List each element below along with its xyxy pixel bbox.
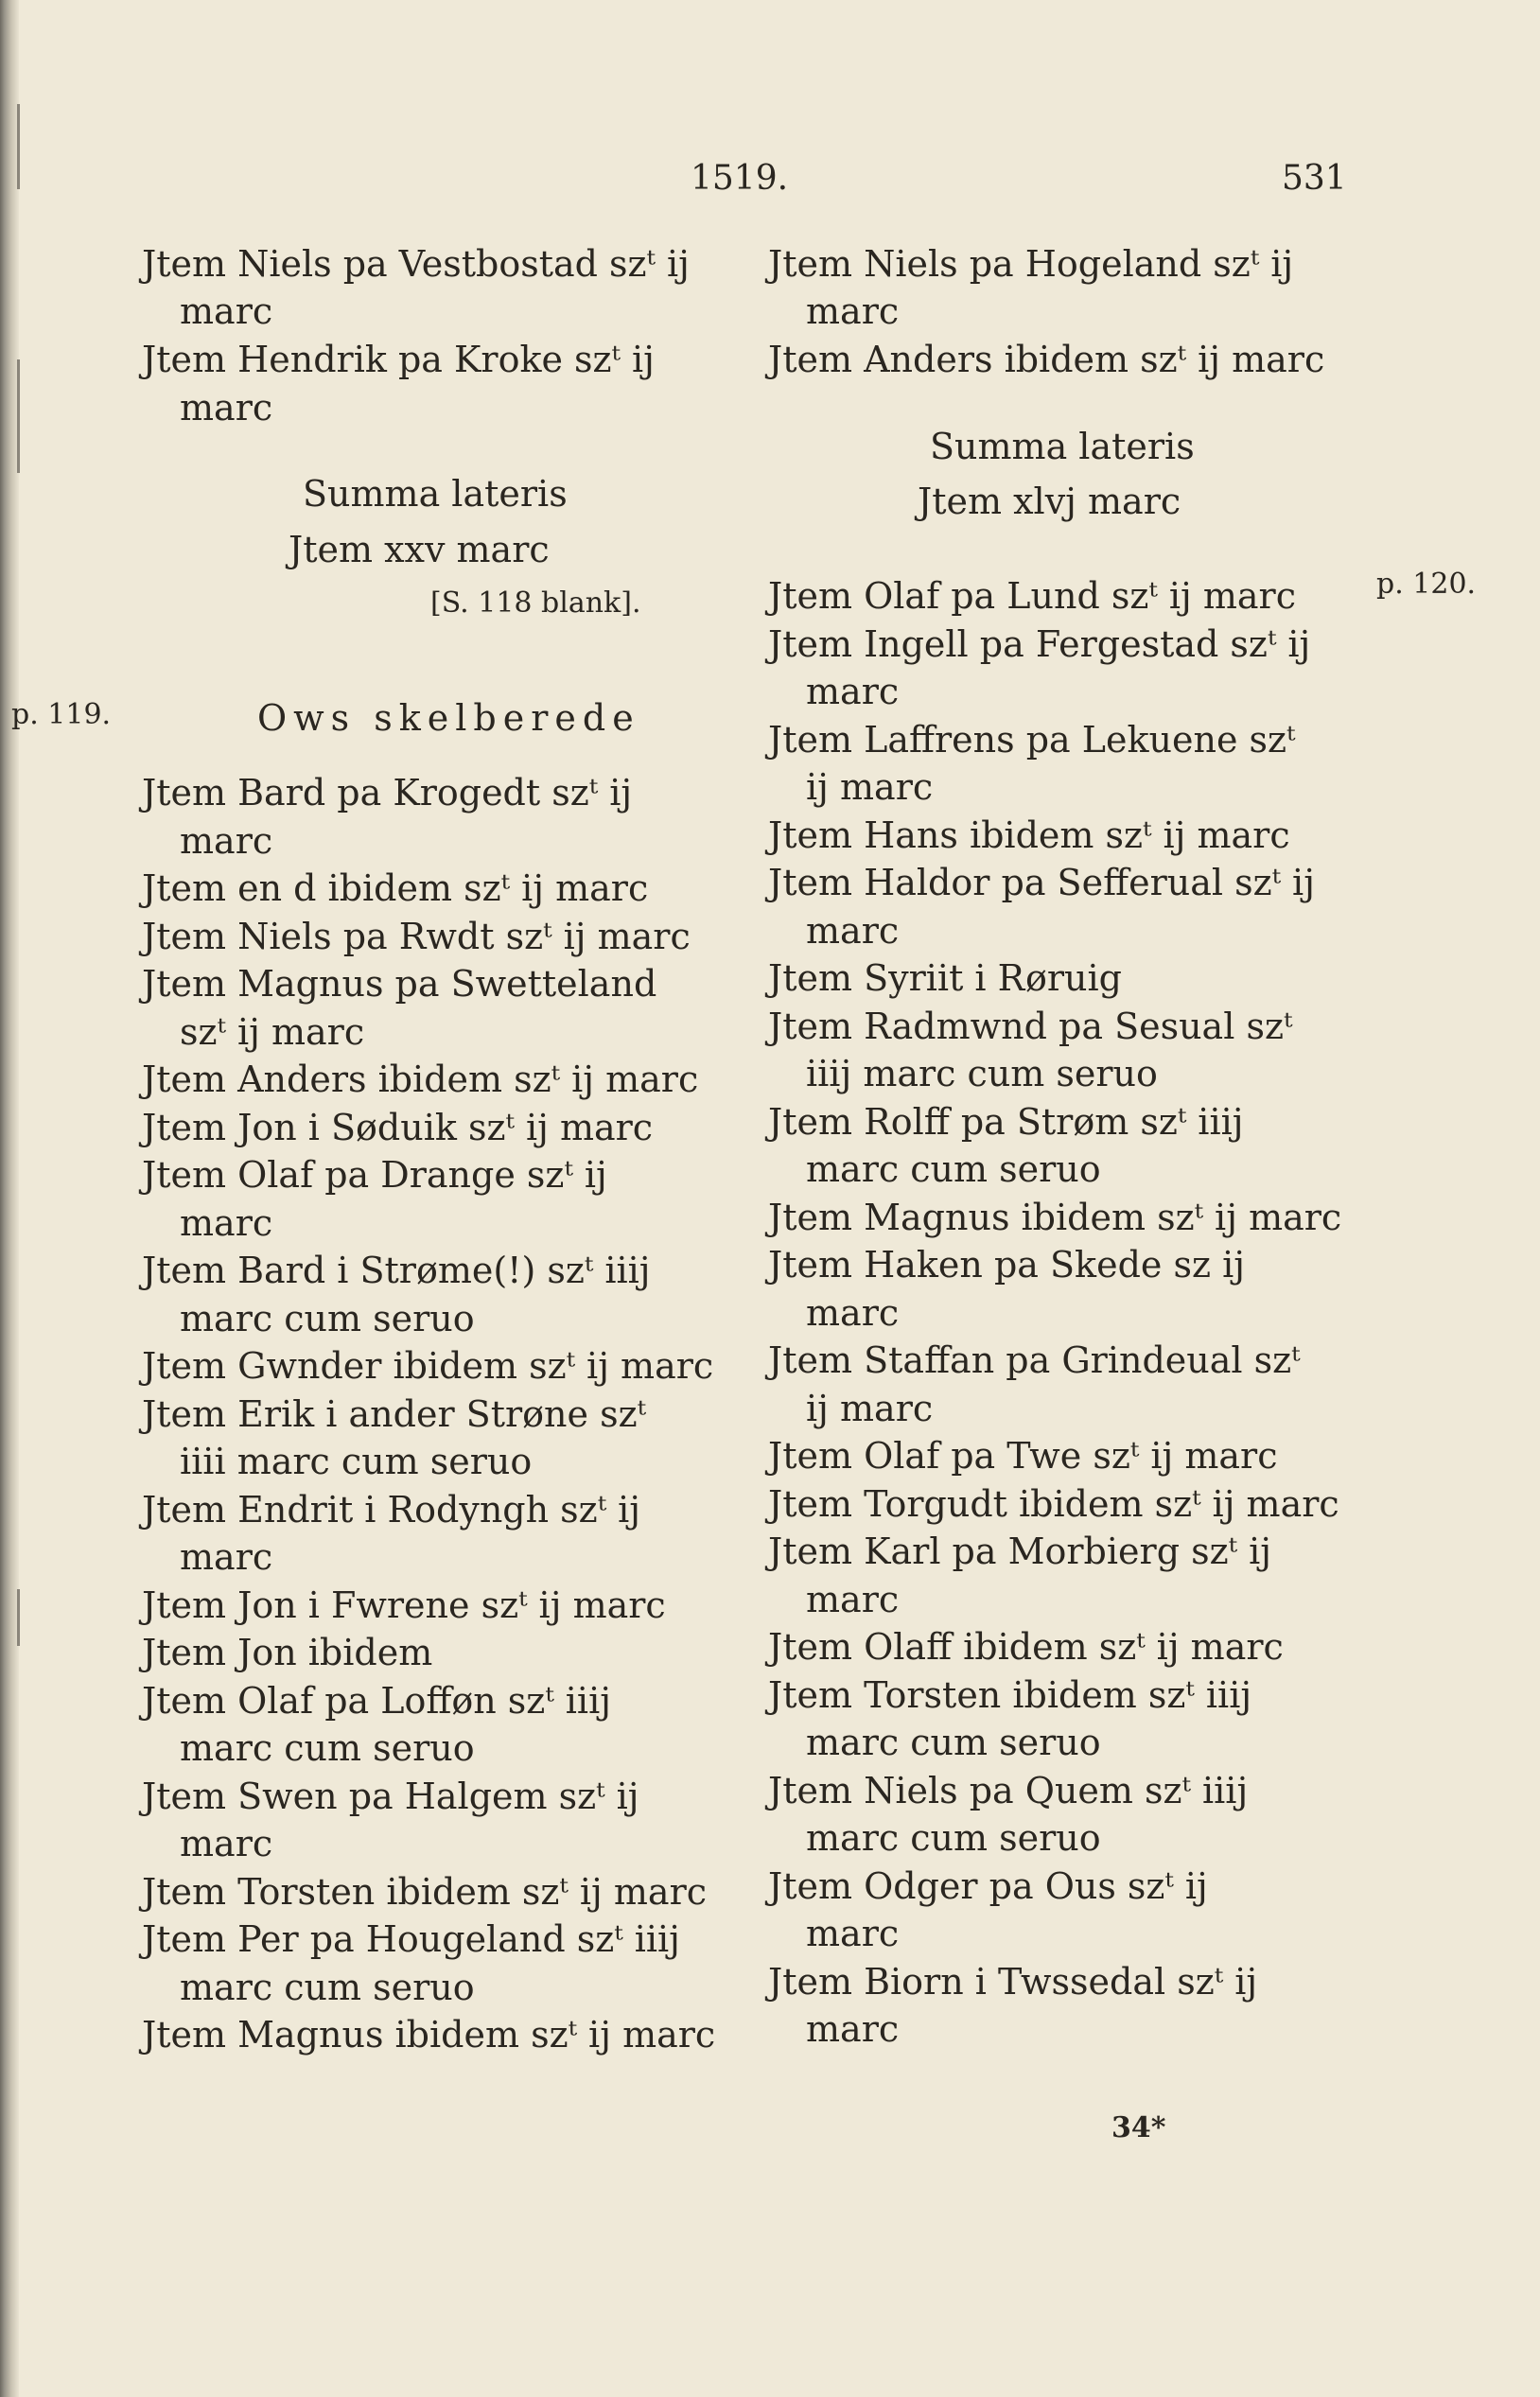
right-entry-line: Jtem Magnus ibidem szᵗ ij marc	[768, 1196, 1342, 1238]
right-summa-total: Jtem xlvj marc	[918, 481, 1181, 522]
left-entry-line: Jtem Bard pa Krogedt szᵗ ij	[142, 772, 633, 814]
right-entry-line: Jtem Odger pa Ous szᵗ ij	[768, 1864, 1208, 1907]
right-entry-line: marc	[806, 909, 900, 952]
right-entry-line: marc	[806, 2008, 900, 2050]
left-entry-line: marc	[180, 819, 273, 862]
left-entry-line: Jtem Jon ibidem	[142, 1632, 433, 1673]
right-entry-line: iiij marc cum seruo	[806, 1053, 1158, 1094]
left-entry-line: Jtem Olaf pa Drange szᵗ ij	[142, 1154, 607, 1196]
left-entry-line: Jtem Magnus pa Swetteland	[142, 963, 657, 1005]
blank-page-note: [S. 118 blank].	[430, 586, 641, 620]
page-number: 531	[1282, 159, 1347, 198]
left-entry-line: marc	[180, 387, 273, 429]
margin-note-right: p. 120.	[1376, 568, 1477, 601]
right-entry-line: Jtem Olaf pa Lund szᵗ ij marc	[768, 575, 1296, 617]
right-entry-line: Jtem Biorn i Twssedal szᵗ ij	[768, 1960, 1258, 2003]
left-entry-line: Jtem Hendrik pa Kroke szᵗ ij	[142, 339, 655, 380]
section-heading: Ows skelberede	[257, 697, 640, 739]
left-entry-line: Jtem Erik i ander Strøne szᵗ	[142, 1392, 646, 1435]
right-entry-line: Jtem Laffrens pa Lekuene szᵗ	[768, 718, 1296, 761]
right-entry-line: Jtem Karl pa Morbierg szᵗ ij	[768, 1531, 1271, 1572]
left-entry-line: Jtem Anders ibidem szᵗ ij marc	[142, 1059, 699, 1100]
left-entry-line: Jtem Bard i Strøme(!) szᵗ iiij	[142, 1250, 651, 1291]
right-entry-line: marc	[806, 1913, 900, 1954]
left-entry-line: Jtem Jon i Fwrene szᵗ ij marc	[142, 1583, 666, 1626]
left-entry-line: marc cum seruo	[180, 1727, 475, 1769]
left-entry-line: Jtem Jon i Søduik szᵗ ij marc	[142, 1106, 654, 1148]
left-entry-line: marc	[180, 290, 273, 332]
right-entry-line: Jtem Torsten ibidem szᵗ iiij	[768, 1673, 1252, 1716]
right-entry-line: ij marc	[806, 1387, 934, 1429]
page-edge-mark	[17, 359, 20, 473]
left-entry-line: marc	[180, 1536, 273, 1578]
right-entry-line: Jtem Ingell pa Fergestad szᵗ ij	[768, 622, 1311, 665]
left-entry-line: marc cum seruo	[180, 1297, 475, 1339]
left-summa-lateris: Summa lateris	[303, 473, 568, 515]
page-year: 1519.	[691, 159, 789, 198]
left-entry-line: Jtem Per pa Hougeland szᵗ iiij	[142, 1918, 680, 1960]
right-entry-line: ij marc	[806, 766, 934, 808]
right-entry-line: Jtem Radmwnd pa Sesual szᵗ	[768, 1005, 1293, 1047]
right-entry-line: marc cum seruo	[806, 1148, 1101, 1190]
right-entry-line: marc cum seruo	[806, 1817, 1101, 1859]
right-entry-line: Jtem Olaff ibidem szᵗ ij marc	[768, 1626, 1284, 1668]
signature-mark: 34*	[1111, 2111, 1166, 2144]
left-entry-line: Jtem Torsten ibidem szᵗ ij marc	[142, 1870, 708, 1913]
right-entry-line: Jtem Torgudt ibidem szᵗ ij marc	[768, 1482, 1339, 1525]
right-entry-line: Jtem Hans ibidem szᵗ ij marc	[768, 814, 1290, 856]
right-entry-line: marc cum seruo	[806, 1722, 1101, 1763]
right-entry-line: Jtem Niels pa Hogeland szᵗ ij	[768, 243, 1294, 285]
left-entry-line: Jtem Magnus ibidem szᵗ ij marc	[142, 2014, 716, 2056]
right-entry-line: Jtem Staffan pa Grindeual szᵗ	[768, 1339, 1301, 1381]
margin-note-left: p. 119.	[11, 698, 112, 731]
right-entry-line: Jtem Haken pa Skede sz ij	[768, 1244, 1246, 1286]
right-entry-line: Jtem Olaf pa Twe szᵗ ij marc	[768, 1435, 1278, 1477]
right-entry-line: Jtem Syriit i Røruig	[768, 957, 1122, 999]
right-entry-line: marc	[806, 1291, 900, 1334]
right-entry-line: Jtem Haldor pa Sefferual szᵗ ij	[768, 862, 1315, 903]
left-entry-line: iiii marc cum seruo	[180, 1441, 533, 1482]
left-summa-total: Jtem xxv marc	[289, 529, 550, 570]
left-entry-line: Jtem Niels pa Vestbostad szᵗ ij	[142, 243, 690, 285]
right-entry-line: Jtem Niels pa Quem szᵗ iiij	[768, 1769, 1249, 1811]
page-edge-mark	[17, 1589, 20, 1646]
left-entry-line: marc	[180, 1201, 273, 1244]
left-entry-line: Jtem Swen pa Halgem szᵗ ij	[142, 1775, 639, 1817]
page-binding-shadow	[0, 0, 19, 2397]
left-entry-line: marc cum seruo	[180, 1966, 475, 2008]
page-edge-mark	[17, 104, 20, 189]
right-entry-line: marc	[806, 290, 900, 332]
right-entry-line: Jtem Rolff pa Strøm szᵗ iiij	[768, 1100, 1244, 1143]
left-entry-line: marc	[180, 1823, 273, 1864]
left-entry-line: Jtem Olaf pa Lofføn szᵗ iiij	[142, 1679, 612, 1722]
left-entry-line: Jtem Gwnder ibidem szᵗ ij marc	[142, 1345, 714, 1387]
right-entry-line: marc	[806, 1578, 900, 1620]
right-entry-line: marc	[806, 671, 900, 712]
left-entry-line: Jtem Niels pa Rwdt szᵗ ij marc	[142, 915, 691, 957]
left-entry-line: Jtem Endrit i Rodyngh szᵗ ij	[142, 1488, 641, 1531]
left-entry-line: Jtem en d ibidem szᵗ ij marc	[142, 867, 649, 909]
right-summa-lateris: Summa lateris	[930, 426, 1195, 467]
right-entry-line: Jtem Anders ibidem szᵗ ij marc	[768, 339, 1325, 380]
left-entry-line: szᵗ ij marc	[180, 1010, 365, 1053]
